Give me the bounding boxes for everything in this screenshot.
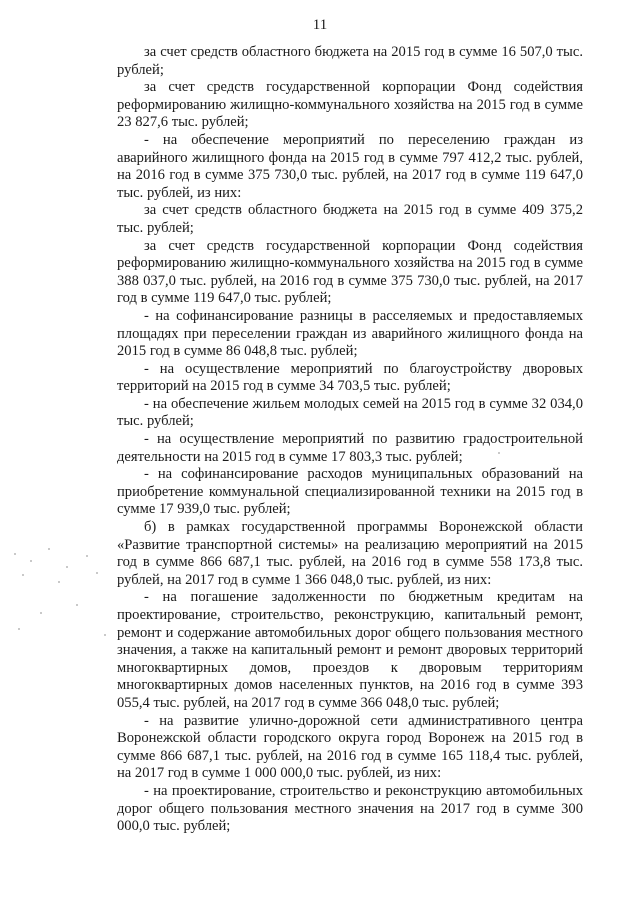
- paragraph: за счет средств государственной корпорации Фонд содействия реформированию жилищно-коммунального хозяйства на 2015 год в сумме 388 037,0 тыс. рублей, на 2016 год в сумме 375 730,0 тыс. рублей, на 2017 год в сумме 119 647,0 тыс. рублей;: [117, 237, 583, 307]
- scan-speck: [48, 548, 50, 550]
- paragraph: - на обеспечение жильем молодых семей на 2015 год в сумме 32 034,0 тыс. рублей;: [117, 395, 583, 430]
- paragraph: за счет средств областного бюджета на 2015 год в сумме 16 507,0 тыс. рублей;: [117, 44, 583, 78]
- paragraph: - на софинансирование разницы в расселяемых и предоставляемых площадях при переселении граждан из аварийного жилищного фонда на 2015 год в сумме 86 048,8 тыс. рублей;: [117, 307, 583, 360]
- scan-speck: [66, 566, 68, 568]
- scan-speck: [104, 634, 106, 636]
- paragraph: за счет средств государственной корпорации Фонд содействия реформированию жилищно-коммунального хозяйства на 2015 год в сумме 23 827,6 тыс. рублей;: [117, 79, 583, 131]
- paragraph: за счет средств областного бюджета на 2015 год в сумме 409 375,2 тыс. рублей;: [117, 202, 583, 236]
- paragraph: - на обеспечение мероприятий по переселению граждан из аварийного жилищного фонда на 2015 год в сумме 797 412,2 тыс. рублей, на 2016 год в сумме 375 730,0 тыс. рублей, на 2017 год в сумме 119 647,0 тыс. рублей, из них:: [117, 131, 583, 201]
- paragraph: - на осуществление мероприятий по благоустройству дворовых территорий на 2015 год в сумме 34 703,5 тыс. рублей;: [117, 360, 583, 395]
- scan-speck: [40, 612, 42, 614]
- document-body: [117, 44, 583, 836]
- paragraph: - на проектирование, строительство и реконструкцию автомобильных дорог общего пользования местного значения на 2017 год в сумме 300 000,0 тыс. рублей;: [117, 782, 583, 835]
- scan-speck: [96, 572, 98, 574]
- paragraph: - на развитие улично-дорожной сети административного центра Воронежской области городского округа город Воронеж на 2015 год в сумме 866 687,1 тыс. рублей, на 2016 год в сумме 165 118,4 тыс. рублей, на 2017 год в сумме 1 000 000,0 тыс. рублей, из них:: [117, 712, 583, 782]
- scan-speck: [86, 555, 88, 557]
- scan-speck: [498, 452, 500, 454]
- page-number: 11: [312, 17, 328, 33]
- paragraph: б) в рамках государственной программы Воронежской области «Развитие транспортной системы» на реализацию мероприятий на 2015 год в сумме 866 687,1 тыс. рублей, на 2016 год в сумме 558 173,8 тыс. рублей, на 2017 год в сумме 1 366 048,0 тыс. рублей, из них:: [117, 519, 583, 588]
- scan-speck: [22, 574, 24, 576]
- scan-speck: [18, 628, 20, 630]
- paragraph: - на софинансирование расходов муниципальных образований на приобретение коммунальной специализированной техники на 2015 год в сумме 17 939,0 тыс. рублей;: [117, 466, 583, 518]
- scan-speck: [58, 581, 60, 583]
- scan-speck: [30, 560, 32, 562]
- paragraph: - на погашение задолженности по бюджетным кредитам на проектирование, строительство, реконструкцию, капитальный ремонт, ремонт и содержание автомобильных дорог общего пользования местного значения, а также на капитальный ремонт и ремонт дворовых территорий многоквартирных домов, проездов к дворовым территориям многоквартирных домов населенных пунктов, на 2016 год в сумме 393 055,4 тыс. рублей, на 2017 год в сумме 366 048,0 тыс. рублей;: [117, 589, 583, 711]
- paragraph: - на осуществление мероприятий по развитию градостроительной деятельности на 2015 год в сумме 17 803,3 тыс. рублей;: [117, 431, 583, 465]
- scan-speck: [14, 553, 16, 555]
- scan-speck: [76, 604, 78, 606]
